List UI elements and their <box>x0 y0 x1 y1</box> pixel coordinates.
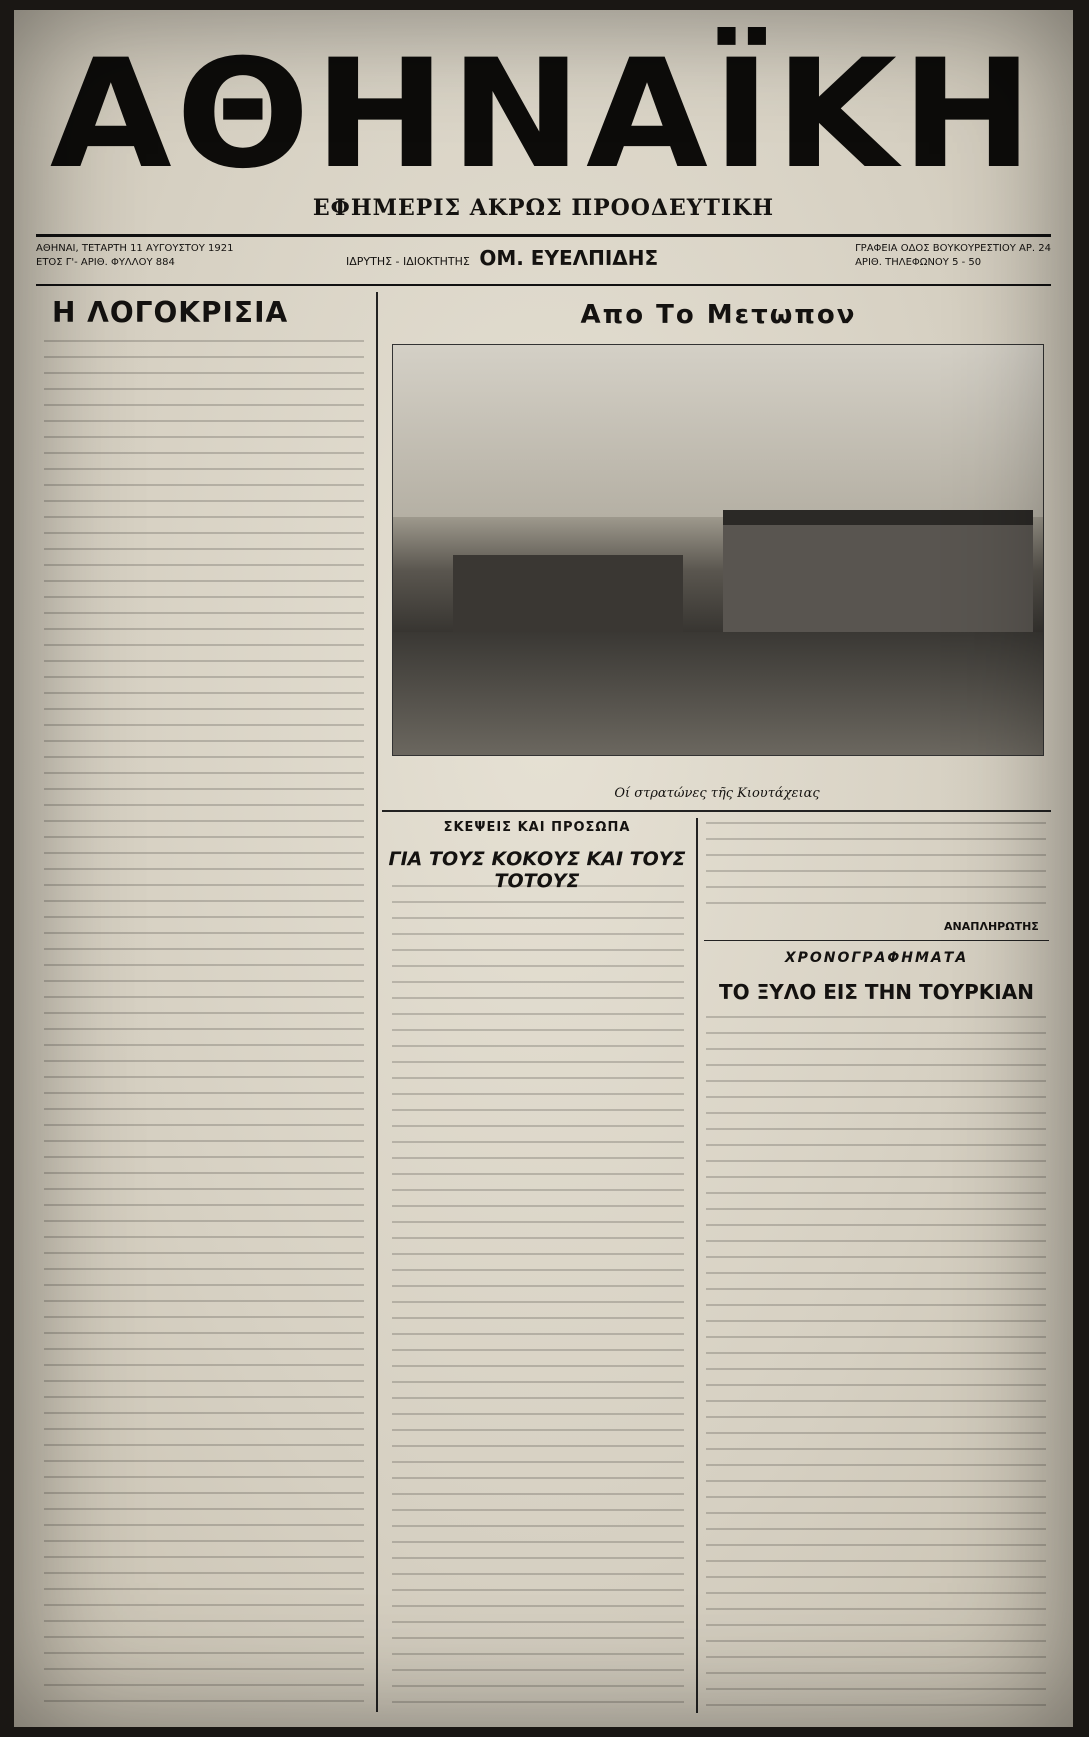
date-line: ΑΘΗΝΑΙ, ΤΕΤΑΡΤΗ 11 ΑΥΓΟΥΣΤΟΥ 1921 <box>36 243 234 254</box>
founder-block <box>346 246 658 270</box>
middle-article-body-placeholder <box>392 885 684 1710</box>
photo-sky <box>393 345 1043 517</box>
photo-caption: Οί στρατώνες τῆς Κιουτάχειας <box>614 786 820 801</box>
left-article <box>36 292 366 329</box>
founder-name: ΟΜ. ΕΥΕΛΠΙΔΗΣ <box>479 246 659 270</box>
right-article-body-placeholder <box>706 1016 1046 1711</box>
office-line: ΓΡΑΦΕΙΑ ΟΔΟΣ ΒΟΥΚΟΥΡΕΣΤΙΟΥ ΑΡ. 24 <box>855 243 1051 254</box>
newspaper-page <box>14 10 1073 1727</box>
photo-building-right <box>723 525 1033 635</box>
right-article-title: ΤΟ ΞΥΛΟ ΕΙΣ ΤΗΝ ΤΟΥΡΚΙΑΝ <box>719 980 1034 1004</box>
middle-article-title: ΓΙΑ ΤΟΥΣ ΚΟΚΟΥΣ ΚΑΙ ΤΟΥΣ ΤΟΤΟΥΣ <box>388 848 686 892</box>
issue-line: ΕΤΟΣ Γ'- ΑΡΙΘ. ΦΥΛΛΟΥ 884 <box>36 257 175 268</box>
founder-label: ΙΔΡΥΤΗΣ - ΙΔΙΟΚΤΗΤΗΣ <box>346 255 470 268</box>
front-photo <box>392 344 1044 756</box>
newspaper-title: ΑΘΗΝΑΪΚΗ <box>49 28 1038 202</box>
right-article-top-placeholder <box>706 822 1046 912</box>
photo-ground <box>393 632 1043 755</box>
left-article-body-placeholder <box>44 340 364 1710</box>
masthead-rule-top <box>36 234 1051 237</box>
newspaper-subtitle: ΕΦΗΜΕΡΙΣ ΑΚΡΩΣ ΠΡΟΟΔΕΥΤΙΚΗ <box>312 195 775 221</box>
phone-line: ΑΡΙΘ. ΤΗΛΕΦΩΝΟΥ 5 - 50 <box>855 257 982 268</box>
office-block <box>855 242 1051 270</box>
masthead-rule-bottom <box>36 284 1051 286</box>
front-headline: Απο Το Μετωπον <box>580 300 857 330</box>
photo-rule <box>382 810 1051 812</box>
masthead <box>34 28 1053 202</box>
right-article-signature: ΑΝΑΠΛΗΡΩΤΗΣ <box>944 920 1039 933</box>
column-divider-right <box>696 818 698 1713</box>
info-bar <box>36 240 1051 280</box>
middle-section-head: ΣΚΕΨΕΙΣ ΚΑΙ ΠΡΟΣΩΠΑ <box>443 820 631 835</box>
date-issue-block <box>36 242 234 270</box>
right-rule <box>704 940 1049 941</box>
right-section-head: ΧΡΟΝΟΓΡΑΦΗΜΑΤΑ <box>784 950 969 966</box>
left-article-headline: Η ΛΟΓΟΚΡΙΣΙΑ <box>52 296 289 329</box>
column-divider-left <box>376 292 378 1712</box>
